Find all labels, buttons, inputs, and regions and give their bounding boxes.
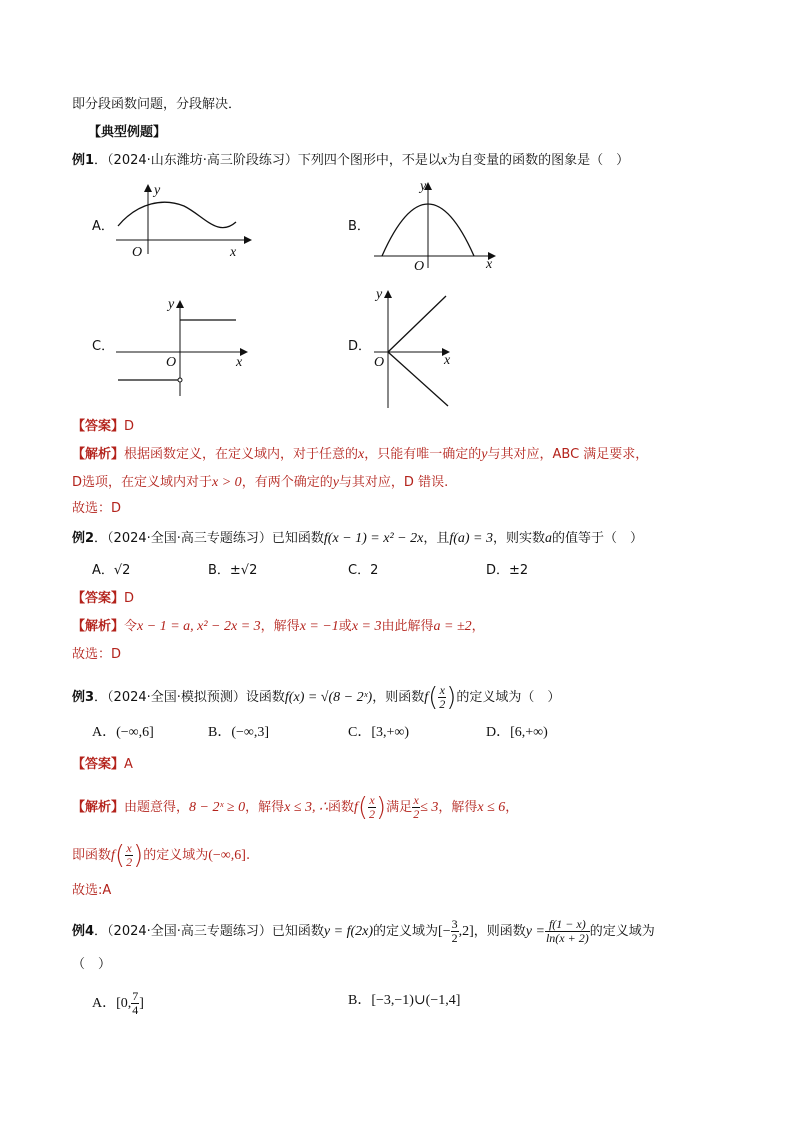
example-4-option-a[interactable]: A．[0, $\frac{7}{4}$ ]: [92, 989, 144, 1017]
graph-d-y-label: y: [376, 287, 383, 302]
example-1-analysis-line-1: 【解析】根据函数定义，在定义域内，对于任意的x，只能有唯一确定的y与其对应，ABC 满足要求，: [72, 447, 649, 462]
example-4-stem-tail: （ ）: [72, 957, 112, 972]
example-2-analysis: 【解析】令x − 1 = a, x² − 2x = 3，解得x = −1或x = 3由此解得a = ±2，: [72, 619, 485, 634]
example-1-choose: 故选：D: [72, 501, 122, 516]
graph-a-y-label: y: [154, 183, 161, 198]
option-b-label[interactable]: B．: [348, 219, 370, 234]
example-4-stem: 例4．（2024·全国·高三专题练习）已知函数y = f(2x)的定义域为[− $\frac{3}{2}$ ,2]，则函数y = $\frac{f(1 - x)}{\ln(x + 2)}$ 的定义域为: [72, 917, 655, 945]
option-c-label[interactable]: C．: [92, 339, 115, 354]
graph-a-x-label: x: [230, 245, 237, 260]
graph-d-origin-label: O: [374, 355, 385, 370]
example-3-answer: 【答案】A: [72, 757, 133, 772]
graph-b-origin-label: O: [414, 259, 425, 274]
example-3-option-c[interactable]: C．[3,+∞): [348, 725, 410, 740]
graph-a: [112, 180, 252, 260]
example-2-label: 例2: [72, 531, 95, 546]
example-3-label: 例3: [72, 690, 95, 705]
example-3-option-d[interactable]: D．[6,+∞): [486, 725, 548, 740]
graph-d: [370, 282, 470, 410]
example-4-label: 例4: [72, 924, 95, 939]
graph-a-origin-label: O: [132, 245, 143, 260]
example-1-analysis-line-2: D选项，在定义域内对于x > 0，有两个确定的y与其对应，D 错误.: [72, 475, 449, 490]
example-3-analysis-line-2: 即函数f( $\frac{x}{2}$ )的定义域为(−∞,6].: [72, 840, 251, 871]
example-1-answer: 【答案】D: [72, 419, 135, 434]
graph-b-y-label: y: [420, 179, 427, 194]
example-1-label: 例1: [72, 153, 95, 168]
example-2-answer: 【答案】D: [72, 591, 135, 606]
example-2-option-c[interactable]: C．2: [348, 563, 379, 578]
graph-c: [112, 296, 252, 398]
example-2-option-d[interactable]: D．±2: [486, 563, 529, 578]
example-2-choose: 故选：D: [72, 647, 122, 662]
example-3-option-b[interactable]: B．(−∞,3]: [208, 725, 270, 740]
intro-text: 即分段函数问题，分段解决．: [72, 97, 242, 112]
graph-c-x-label: x: [236, 355, 243, 370]
example-3-choose: 故选:A: [72, 883, 112, 898]
example-2-stem: 例2．（2024·全国·高三专题练习）已知函数f(x − 1) = x² − 2x，且f(a) = 3，则实数a的值等于（ ）: [72, 531, 644, 546]
example-2-option-a[interactable]: A．√2: [92, 563, 131, 578]
graph-c-origin-label: O: [166, 355, 177, 370]
example-3-option-a[interactable]: A．(−∞,6]: [92, 725, 154, 740]
example-3-fraction: $\frac{x}{2}$: [439, 683, 446, 711]
graph-d-x-label: x: [444, 353, 451, 368]
option-a-label[interactable]: A．: [92, 219, 114, 234]
example-3-stem: 例3．（2024·全国·模拟预测）设函数f(x) = √(8 − 2ˣ)，则函数f( $\frac{x}{2}$ )的定义域为（ ）: [72, 682, 561, 713]
graph-c-y-label: y: [168, 297, 175, 312]
example-4-option-b[interactable]: B．[−3,−1)∪(−1,4]: [348, 993, 461, 1008]
graph-b: [370, 178, 500, 274]
option-d-label[interactable]: D．: [348, 339, 372, 354]
example-1-stem: 例1．（2024·山东潍坊·高三阶段练习）下列四个图形中，不是以x为自变量的函数的图象是（ ）: [72, 153, 630, 168]
example-2-option-b[interactable]: B．±√2: [208, 563, 258, 578]
section-title: 【典型例题】: [88, 125, 167, 140]
graph-b-x-label: x: [486, 257, 493, 272]
example-3-analysis-line-1: 【解析】由题意得，8 − 2ˣ ≥ 0，解得x ≤ 3, ∴函数f( $\frac{x}{2}$ )满足 $\frac{x}{2}$ ≤ 3，解得x ≤ 6，: [72, 792, 519, 823]
